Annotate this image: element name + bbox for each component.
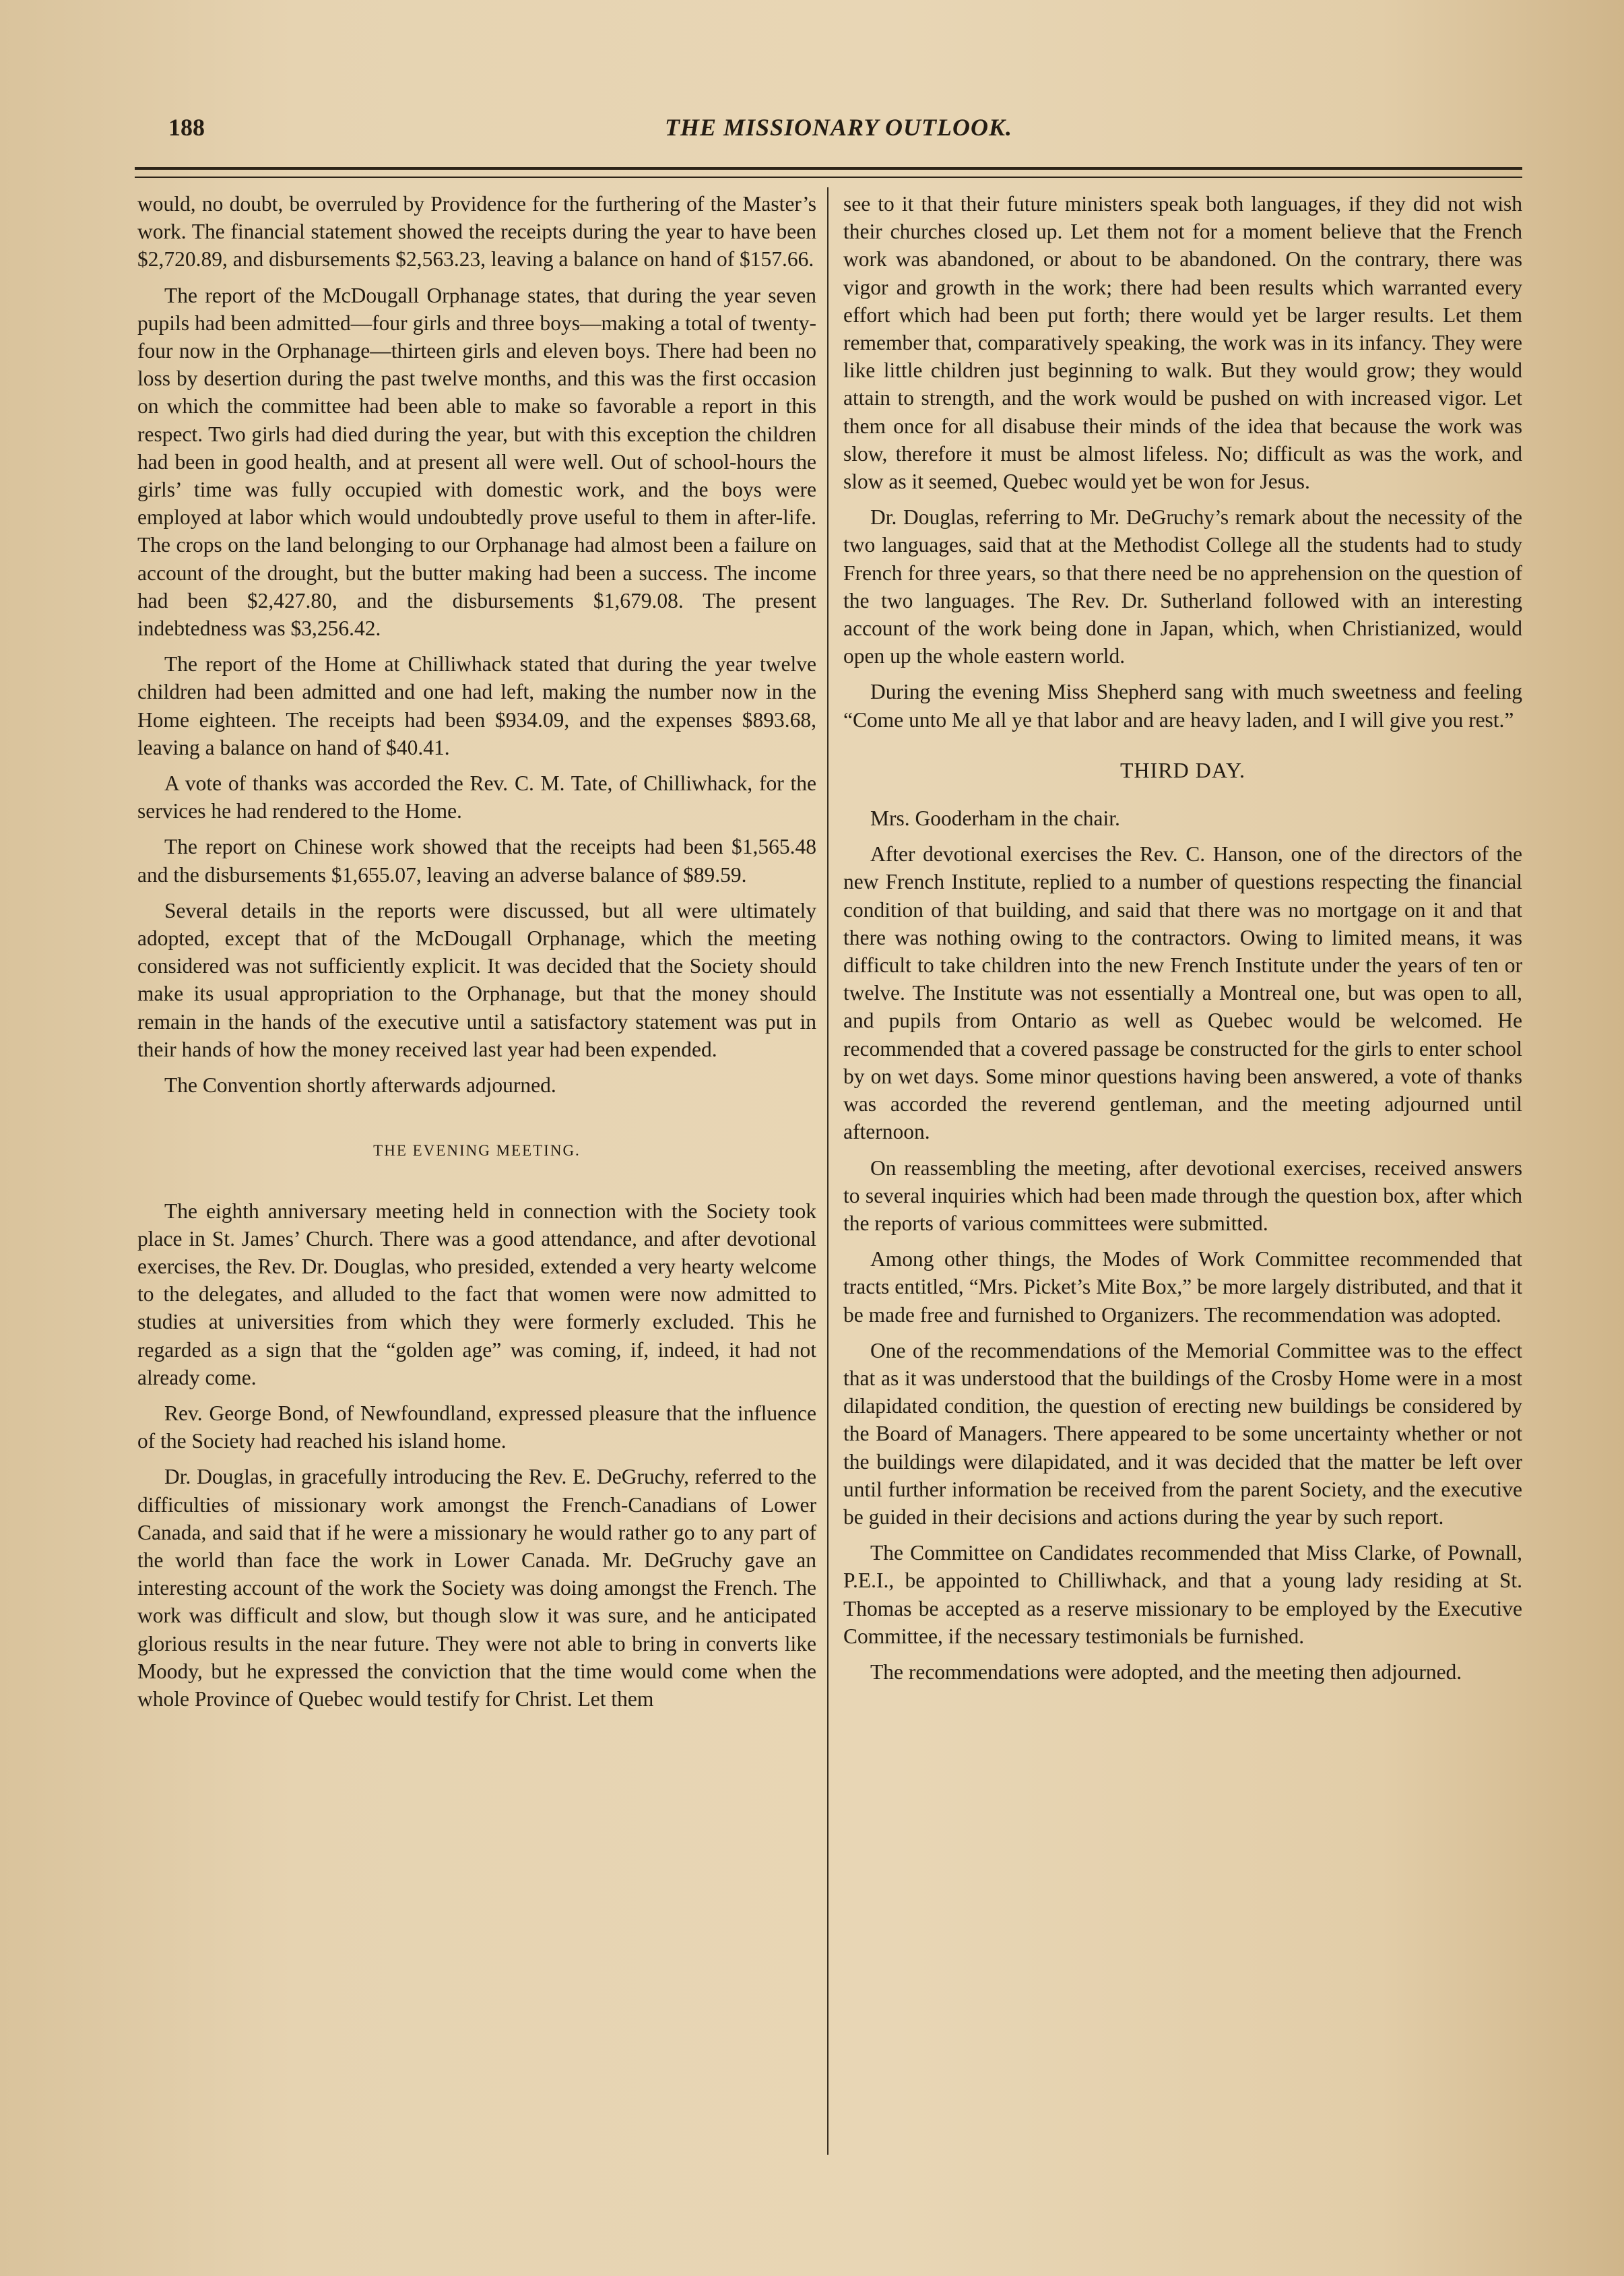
paragraph: A vote of thanks was accorded the Rev. C. M. Tate, of Chilliwhack, for the services he had rendered to the Home. (137, 771, 816, 823)
paragraph: The report of the Home at Chilliwhack stated that during the year twelve children had been admitted and one had left, making the number now in the Home eighteen. The receipts had been $934.09, and the expenses $893.68, leaving a balance on hand of $40.41. (137, 652, 816, 759)
section-heading-evening-meeting: THE EVENING MEETING. (373, 1142, 581, 1160)
paragraph: The Convention shortly afterwards adjourned. (164, 1073, 556, 1098)
paragraph: During the evening Miss Shepherd sang with much sweetness and feeling “Come unto Me all ye that labor and are heavy laden, and I will give you rest.” (843, 680, 1522, 732)
running-title: THE MISSIONARY OUTLOOK. (664, 114, 1013, 141)
paragraph: Rev. George Bond, of Newfoundland, expressed pleasure that the influence of the Society had reached his island home. (137, 1401, 816, 1453)
page-header (168, 113, 1509, 154)
paragraph: The recommendations were adopted, and the meeting then adjourned. (870, 1659, 1462, 1684)
paragraph: Dr. Douglas, referring to Mr. DeGruchy’s remark about the necessity of the two languages, said that at the Methodist College all the students had to study French for three years, so that there need be no apprehension on the question of the two languages. The Rev. Dr. Sutherland followed with an interesting account of the work being done in Japan, which, when Christianized, would open up the whole eastern world. (843, 505, 1522, 668)
paragraph: One of the recommendations of the Memorial Committee was to the effect that as it was understood that the buildings of the Crosby Home were in a most dilapidated condition, the question of erecting new buildings be considered by the Board of Managers. There appeared to be some uncertainty whether or not the buildings were dilapidated, and it was decided that the matter be left over until further information be received from the parent Society, and the executive be guided in their decisions and actions during the year by such report. (843, 1338, 1522, 1529)
paragraph: Among other things, the Modes of Work Committee recommended that tracts entitled, “Mrs. Picket’s Mite Box,” be more largely distributed, and that it be made free and furnished to Organizers. The recommendation was adopted. (843, 1247, 1522, 1327)
paragraph: see to it that their future ministers speak both languages, if they did not wish their churches closed up. Let them not for a moment believe that the French work was abandoned, or about to be abandoned. On the contrary, there was vigor and growth in the work; there had been results which warranted every effort which had been put forth; there would yet be larger results. Let them remember that, comparatively speaking, the work was in its infancy. They were like little children just beginning to walk. But they would grow; they would attain to strength, and the work would be pushed on with increased vigor. Let them once for all disabuse their minds of the idea that because the work was slow, therefore it must be almost lifeless. No; difficult as was the work, and slow as it seemed, Quebec would yet be won for Jesus. (843, 192, 1522, 494)
column-divider (827, 187, 829, 2155)
paragraph: The Committee on Candidates recommended that Miss Clarke, of Pownall, P.E.I., be appointed to Chilliwhack, and that a young lady residing at St. Thomas be accepted as a reserve missionary to be employed by the Executive Committee, if the necessary testimonials be furnished. (843, 1541, 1522, 1648)
paragraph: On reassembling the meeting, after devotional exercises, received answers to several inquiries which had been made through the question box, after which the reports of various committees were submitted. (843, 1156, 1522, 1235)
header-rule-thick (135, 167, 1522, 170)
paragraph: The eighth anniversary meeting held in connection with the Society took place in St. James’ Church. There was a good attendance, and after devotional exercises, the Rev. Dr. Douglas, who presided, extended a very hearty welcome to the delegates, and alluded to the fact that women were now admitted to studies at universities from which they were formerly excluded. This he regarded as a sign that the “golden age” was coming, if, indeed, it had not already come. (137, 1199, 816, 1389)
paragraph: Several details in the reports were discussed, but all were ultimately adopted, except that of the McDougall Orphanage, which the meeting considered was not sufficiently explicit. It was decided that the Society should make its usual appropriation to the Orphanage, but that the money should remain in the hands of the executive until a satisfactory statement was put in their hands of how the money received last year had been expended. (137, 898, 816, 1061)
paragraph: The report of the McDougall Orphanage states, that during the year seven pupils had been admitted—four girls and three boys—making a total of twenty-four now in the Orphanage—thirteen girls and eleven boys. There had been no loss by desertion during the past twelve months, and this was the first occasion on which the committee had been able to make so favorable a report in this respect. Two girls had died during the year, but with this exception the children had been in good health, and at present all were well. Out of school-hours the girls’ time was fully occupied with domestic work, and the boys were employed at labor which would undoubtedly prove useful to them in after-life. The crops on the land belonging to our Orphanage had almost been a failure on account of the drought, but the butter making had been a success. The income had been $2,427.80, and the disbursements $1,679.08. The present indebtedness was $3,256.42. (137, 283, 816, 641)
paragraph: Dr. Douglas, in gracefully introducing the Rev. E. DeGruchy, referred to the difficulties of missionary work amongst the French-Canadians of Lower Canada, and said that if he were a missionary he would rather go to any part of the world than face the work in Lower Canada. Mr. DeGruchy gave an interesting account of the work the Society was doing amongst the French. The work was difficult and slow, but though slow it was sure, and he anticipated glorious results in the near future. They were not able to bring in converts like Moody, but he expressed the conviction that the time would come when the whole Province of Quebec would testify for Christ. Let them (137, 1465, 816, 1711)
section-heading-third-day: THIRD DAY. (1119, 757, 1246, 782)
paragraph: would, no doubt, be overruled by Providence for the furthering of the Master’s work. The financial statement showed the receipts during the year to have been $2,720.89, and disbursements $2,563.23, leaving a balance on hand of $157.66. (137, 192, 816, 272)
left-column (137, 190, 816, 1721)
paragraph: Mrs. Gooderham in the chair. (870, 807, 1120, 831)
paragraph: The report on Chinese work showed that the receipts had been $1,565.48 and the disbursements $1,655.07, leaving an adverse balance of $89.59. (137, 835, 816, 887)
page-number: 188 (168, 114, 205, 141)
paragraph: After devotional exercises the Rev. C. Hanson, one of the directors of the new French Institute, replied to a number of questions respecting the financial condition of that building, and said that there was no mortgage on it and that there was nothing owing to the contractors. Owing to limited means, it was difficult to take children into the new French Institute under the years of ten or twelve. The Institute was not essentially a Montreal one, but was open to all, and pupils from Ontario as well as Quebec would be welcomed. He recommended that a covered passage be constructed for the girls to enter school by on wet days. Some minor questions having been answered, a vote of thanks was accorded the reverend gentleman, and the meeting adjourned until afternoon. (843, 842, 1522, 1144)
header-rule-thin (135, 177, 1522, 178)
right-column (843, 190, 1522, 1694)
